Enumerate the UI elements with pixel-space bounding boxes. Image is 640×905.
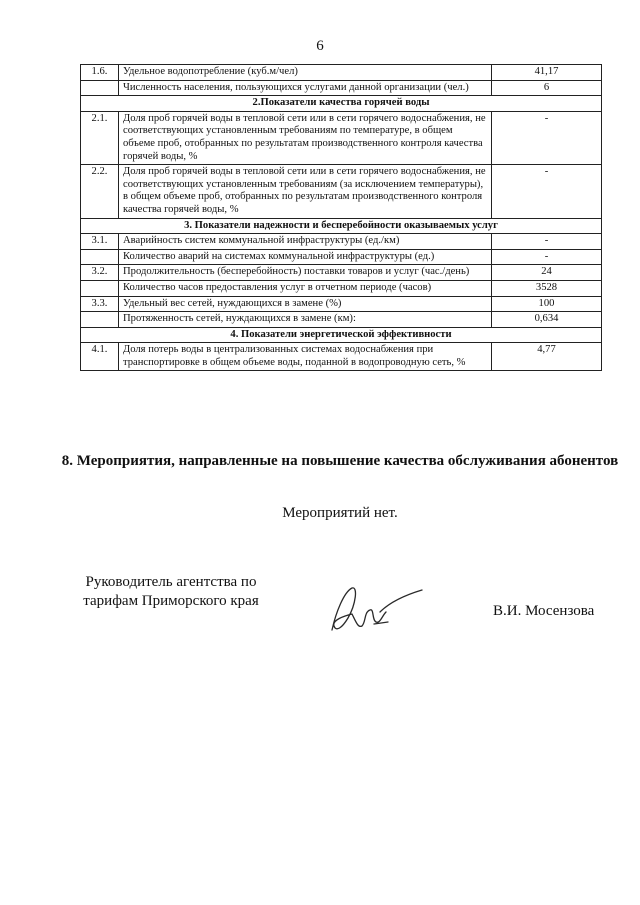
indicator-value: 100 (492, 296, 602, 312)
table-row (81, 312, 602, 328)
row-number: 1.6. (81, 65, 119, 81)
indicator-label: Доля потерь воды в централизованных системах водоснабжения при транспортировке в общем объеме воды, поданной в водопроводную сеть, % (119, 343, 492, 371)
table-row (81, 265, 602, 281)
row-number: 3.1. (81, 234, 119, 250)
section-header-row (81, 96, 602, 112)
section-title: 3. Показатели надежности и бесперебойности оказываемых услуг (81, 218, 602, 234)
indicators-table (80, 64, 602, 371)
measures-text: Мероприятий нет. (282, 505, 398, 521)
indicator-label: Доля проб горячей воды в тепловой сети или в сети горячего водоснабжения, не соответствующих установленным требованиям по температуре, в общем объеме проб, отобранных по результатам производственного контроля качества горячей воды, % (119, 111, 492, 164)
row-number: 2.2. (81, 165, 119, 218)
row-number (81, 249, 119, 265)
indicator-value: 3528 (492, 280, 602, 296)
indicator-value: 41,17 (492, 65, 602, 81)
indicator-label: Удельное водопотребление (куб.м/чел) (119, 65, 492, 81)
measures-heading: 8. Мероприятия, направленные на повышение качества обслуживания абонентов (61, 453, 619, 469)
indicator-label: Аварийность систем коммунальной инфраструктуры (ед./км) (119, 234, 492, 250)
signer-name: В.И. Мосензова (493, 603, 595, 619)
indicator-value: - (492, 111, 602, 164)
row-number (81, 280, 119, 296)
row-number: 3.3. (81, 296, 119, 312)
indicator-label: Продолжительность (бесперебойность) поставки товаров и услуг (час./день) (119, 265, 492, 281)
table-row (81, 280, 602, 296)
indicator-label: Численность населения, пользующихся услугами данной организации (чел.) (119, 80, 492, 96)
table-row (81, 65, 602, 81)
page-number: 6 (316, 38, 324, 54)
row-number (81, 80, 119, 96)
table-row (81, 249, 602, 265)
handwritten-signature (322, 582, 430, 640)
row-number: 3.2. (81, 265, 119, 281)
indicator-label: Удельный вес сетей, нуждающихся в замене (%) (119, 296, 492, 312)
indicator-label: Количество часов предоставления услуг в отчетном периоде (часов) (119, 280, 492, 296)
section-header-row (81, 327, 602, 343)
table-row (81, 165, 602, 218)
indicator-value: - (492, 234, 602, 250)
indicator-label: Протяженность сетей, нуждающихся в замене (км): (119, 312, 492, 328)
indicator-value: - (492, 249, 602, 265)
section-header-row (81, 218, 602, 234)
table-row (81, 80, 602, 96)
row-number: 2.1. (81, 111, 119, 164)
indicator-value: 24 (492, 265, 602, 281)
indicator-label: Доля проб горячей воды в тепловой сети или в сети горячего водоснабжения, не соответствующих установленным требованиям (за исключением температуры), в общем объеме проб, отобранных по результатам производственного контроля качества горячей воды, % (119, 165, 492, 218)
indicator-value: 4,77 (492, 343, 602, 371)
section-title: 2.Показатели качества горячей воды (81, 96, 602, 112)
indicator-value: 0,634 (492, 312, 602, 328)
table-row (81, 343, 602, 371)
table-row (81, 234, 602, 250)
table-row (81, 296, 602, 312)
row-number: 4.1. (81, 343, 119, 371)
indicator-value: 6 (492, 80, 602, 96)
signer-title: Руководитель агентства по тарифам Приморского края (83, 574, 259, 609)
indicator-value: - (492, 165, 602, 218)
table-row (81, 111, 602, 164)
section-title: 4. Показатели энергетической эффективности (81, 327, 602, 343)
indicator-label: Количество аварий на системах коммунальной инфраструктуры (ед.) (119, 249, 492, 265)
row-number (81, 312, 119, 328)
